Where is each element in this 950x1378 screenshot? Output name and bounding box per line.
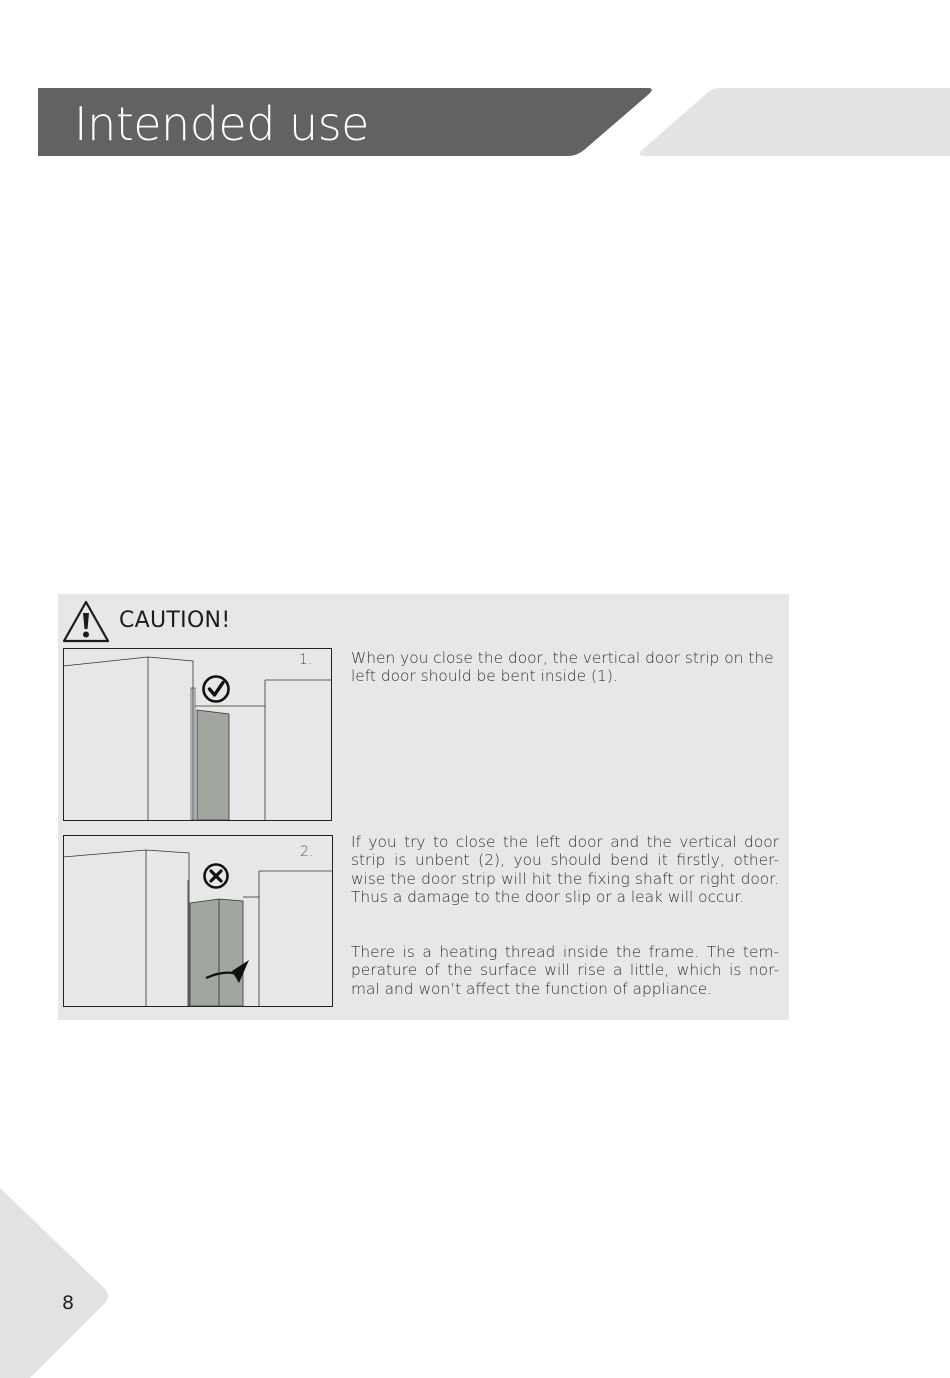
caution-title: CAUTION! (119, 608, 231, 633)
warning-triangle-icon (62, 600, 110, 644)
door-strip-bent-illustration (63, 648, 332, 821)
check-circle-icon (201, 674, 231, 704)
figure-correct (63, 648, 332, 821)
figure-number: 2. (300, 844, 314, 860)
page-corner-shape (0, 1188, 112, 1378)
page-number: 8 (62, 1292, 75, 1314)
page-title: Intended use (74, 97, 369, 151)
figure-number: 1. (299, 652, 313, 668)
caution-paragraph-2: If you try to close the left door and the vertical door strip is unbent (2), you should bend it firstly, other-wise the door strip will hit the fixing shaft or right door. Thus a damage to the door slip or a leak will occur. (351, 833, 779, 907)
door-strip-unbent-illustration (63, 835, 333, 1007)
caution-paragraph-3: There is a heating thread inside the frame. The tem-perature of the surface will rise a little, which is nor-mal and won’t affect the function of appliance. (351, 943, 779, 998)
header-tab-shape (636, 88, 950, 156)
x-circle-icon (202, 862, 230, 890)
figure-incorrect (63, 835, 333, 1007)
caution-paragraph-1: When you close the door, the vertical door strip on the left door should be bent inside (1). (351, 649, 774, 686)
